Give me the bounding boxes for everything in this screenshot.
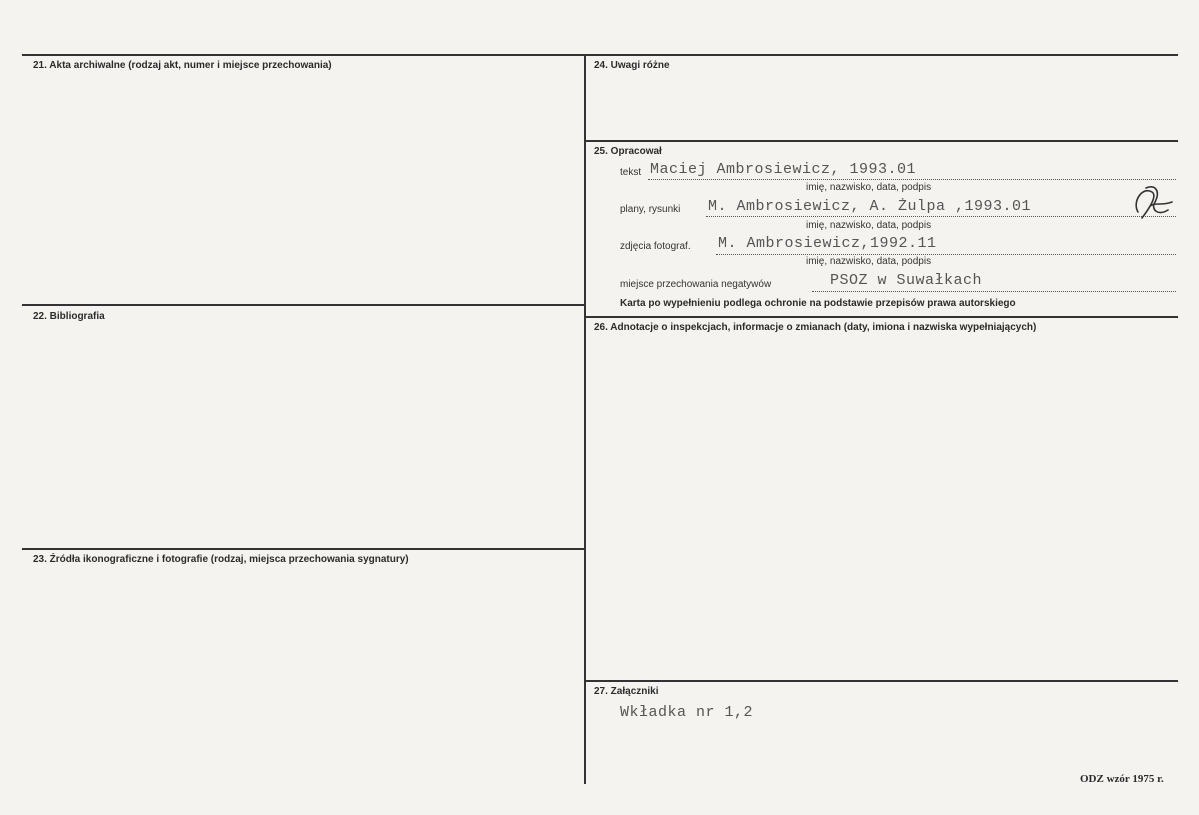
signature-mark	[1128, 180, 1178, 224]
tekst-dotline	[648, 179, 1176, 180]
zdjecia-caption: imię, nazwisko, data, podpis	[806, 256, 932, 267]
copyright-note: Karta po wypełnieniu podlega ochronie na podstawie przepisów prawa autorskiego	[620, 298, 1016, 309]
section-23-label: 23. Źródła ikonograficzne i fotografie (rodzaj, miejsca przechowania sygnatury)	[33, 554, 409, 565]
zdjecia-label: zdjęcia fotograf.	[620, 241, 691, 252]
attachments-value: Wkładka nr 1,2	[620, 704, 754, 721]
negatywy-label: miejsce przechowania negatywów	[620, 279, 772, 290]
zdjecia-dotline	[716, 254, 1176, 255]
top-rule	[22, 54, 1178, 56]
rule-left-2	[22, 548, 585, 550]
section-24-label: 24. Uwagi różne	[594, 60, 670, 71]
rule-right-1	[585, 140, 1178, 142]
plany-caption: imię, nazwisko, data, podpis	[806, 220, 932, 231]
section-22-label: 22. Bibliografia	[33, 311, 105, 322]
plany-dotline	[706, 216, 1176, 217]
section-21-label: 21. Akta archiwalne (rodzaj akt, numer i miejsce przechowania)	[33, 60, 332, 71]
section-25-label: 25. Opracował	[594, 146, 662, 157]
negatywy-value: PSOZ w Suwałkach	[830, 272, 983, 289]
rule-left-1	[22, 304, 585, 306]
tekst-label: tekst	[620, 167, 642, 178]
section-27-label: 27. Załączniki	[594, 686, 659, 697]
vertical-divider	[584, 54, 586, 784]
negatywy-dotline	[812, 291, 1176, 292]
form-footer: ODZ wzór 1975 r.	[1080, 773, 1164, 785]
tekst-value: Maciej Ambrosiewicz, 1993.01	[650, 161, 917, 178]
tekst-caption: imię, nazwisko, data, podpis	[806, 182, 932, 193]
plany-value: M. Ambrosiewicz, A. Żulpa ,1993.01	[708, 198, 1032, 215]
rule-right-3	[585, 680, 1178, 682]
rule-right-2	[585, 316, 1178, 318]
plany-label: plany, rysunki	[620, 204, 681, 215]
zdjecia-value: M. Ambrosiewicz,1992.11	[718, 235, 937, 252]
section-26-label: 26. Adnotacje o inspekcjach, informacje o zmianach (daty, imiona i nazwiska wypełniających)	[594, 322, 1037, 333]
